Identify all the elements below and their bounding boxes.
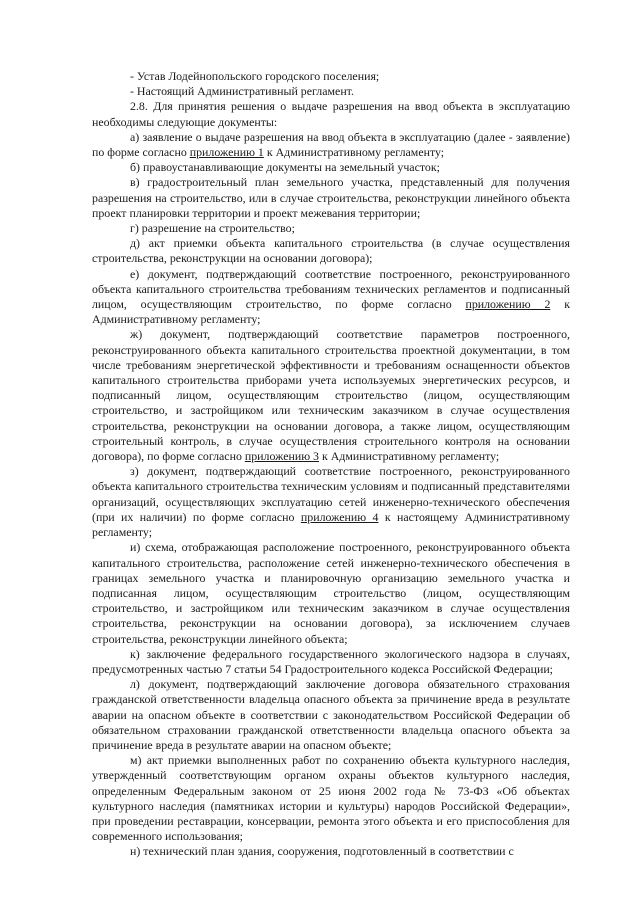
appendix-link: приложению 2 [465, 297, 551, 312]
paragraph-text: к Административному регламенту; [92, 297, 570, 327]
paragraph-text: з) документ, подтверждающий соответствие построенного, реконструированного объекта капитального строительства техническим условиям и подписанный представителями организаций, осуществляющих эксплуатацию сетей инженерно-технического обеспечения (при их наличии) по форме согласно [92, 464, 570, 524]
paragraph-p13 [92, 677, 570, 753]
appendix-link: приложению 1 [189, 145, 264, 160]
paragraph-p0 [92, 69, 570, 84]
paragraph-p12 [92, 647, 570, 677]
paragraph-text: 2.8. Для принятия решения о выдаче разрешения на ввод объекта в эксплуатацию необходимы следующие документы: [92, 99, 570, 129]
paragraph-text: ж) документ, подтверждающий соответствие параметров построенного, реконструированного объекта капитального строительства проектной документации, в том числе требованиям энергетической эффективности и требованиям оснащенности объектов капитального строительства приборами учета используемых энергетических ресурсов, и подписанный лицом, осуществляющим строительство (лицом, осуществляющим строительство, и застройщиком или техническим заказчиком в случае осуществления строительства, реконструкции на основании договора, а также лицом, осуществляющим строительный контроль, в случае осуществления строительного контроля на основании договора), по форме согласно [92, 327, 570, 464]
appendix-link: приложению 3 [244, 449, 319, 464]
paragraph-text: н) технический план здания, сооружения, подготовленный в соответствии с [130, 844, 514, 859]
paragraph-p1 [92, 84, 570, 99]
paragraph-text: - Настоящий Административный регламент. [130, 84, 354, 99]
paragraph-text: б) правоустанавливающие документы на земельный участок; [130, 160, 440, 175]
paragraph-p9 [92, 327, 570, 464]
paragraph-p7 [92, 236, 570, 266]
paragraph-text: л) документ, подтверждающий заключение договора обязательного страхования гражданской ответственности владельца опасного объекта за причинение вреда в результате аварии на опасном объекте в соответствии с законодательством Российской Федерации об обязательном страховании гражданской ответственности владельца опасного объекта за причинение вреда в результате аварии на опасном объекте; [92, 677, 570, 752]
paragraph-p10 [92, 464, 570, 540]
paragraph-p5 [92, 175, 570, 221]
paragraph-p8 [92, 267, 570, 328]
paragraph-text: и) схема, отображающая расположение построенного, реконструированного объекта капитального строительства, расположение сетей инженерно-технического обеспечения в границах земельного участка и планировочную организацию земельного участка и подписанная лицом, осуществляющим строительство (лицом, осуществляющим строительство, и застройщиком или техническим заказчиком в случае осуществления строительства, реконструкции на основании договора), за исключением случаев строительства, реконструкции линейного объекта; [92, 540, 570, 646]
paragraph-text: д) акт приемки объекта капитального строительства (в случае осуществления строительства, реконструкции на основании договора); [92, 236, 570, 266]
paragraph-p15 [92, 844, 570, 859]
paragraph-text: в) градостроительный план земельного участка, представленный для получения разрешения на строительство, или в случае строительства, реконструкции линейного объекта проект планировки территории и проект межевания территории; [92, 175, 570, 220]
paragraph-p4 [92, 160, 570, 175]
paragraph-p6 [92, 221, 570, 236]
paragraph-text: к Административному регламенту; [263, 145, 445, 160]
paragraph-text: к Административному регламенту; [319, 449, 500, 464]
paragraph-text: - Устав Лодейнопольского городского поселения; [130, 69, 380, 83]
paragraph-text: г) разрешение на строительство; [130, 221, 295, 236]
paragraph-p2 [92, 99, 570, 129]
paragraph-p14 [92, 753, 570, 844]
paragraph-text: к настоящему Административному регламенту; [92, 509, 570, 540]
paragraph-text: а) заявление о выдаче разрешения на ввод объекта в эксплуатацию (далее - заявление) по форме согласно [92, 129, 570, 160]
paragraph-p3 [92, 130, 570, 160]
appendix-link: приложению 4 [300, 509, 379, 524]
paragraph-p11 [92, 540, 570, 646]
paragraph-text: е) документ, подтверждающий соответствие построенного, реконструированного объекта капитального строительства требованиям технических регламентов и подписанный лицом, осуществляющим строительство, по форме согласно [92, 266, 570, 312]
paragraph-text: к) заключение федерального государственного экологического надзора в случаях, предусмотренных частью 7 статьи 54 Градостроительного кодекса Российской Федерации; [92, 646, 570, 676]
document-body [92, 69, 570, 860]
paragraph-text: м) акт приемки выполненных работ по сохранению объекта культурного наследия, утвержденный соответствующим органом охраны объектов культурного наследия, определенным Федеральным законом от 25 июня 2002 года № 73-ФЗ «Об объектах культурного наследия (памятниках истории и культуры) народов Российской Федерации», при проведении реставрации, консервации, ремонта этого объекта и его приспособления для современного использования; [92, 753, 570, 844]
